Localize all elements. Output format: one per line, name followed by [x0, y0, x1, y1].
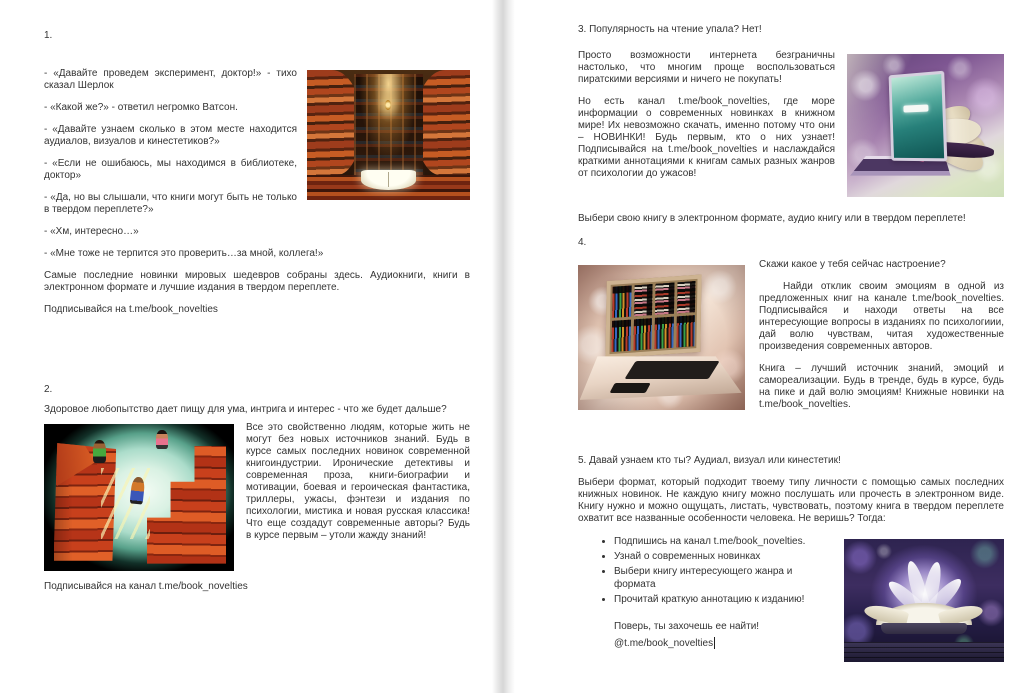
paragraph: Выбери формат, который подходит твоему типу личности с помощью самых последних книжных новинок. Не каждую книгу можно послушать или прочесть в электронном виде. Книгу нужно и можно ощущать, листать, чувствовать, поэтому книга в твердом переплете охватит все названные особенности человека. Не веришь? Тогда: — [578, 477, 1004, 524]
paragraph: Просто возможности интернета безграничны настолько, что многим проще воспользоваться пиратскими версиями и ничего не покупать! — [578, 50, 835, 85]
cartoon-kid — [156, 430, 168, 449]
decor — [633, 318, 652, 350]
decor — [147, 436, 227, 564]
decor — [655, 317, 674, 349]
page-2[interactable] — [515, 0, 1024, 693]
dialogue-line: - «Хм, интересно…» — [44, 226, 139, 237]
paragraph: Книга – лучший источник знаний, эмоций и самореализации. Будь в тренде, будь в курсе, будь на пике и дай волю эмоциям! Книжные новинки на t.me/book_novelties. — [759, 363, 1004, 410]
laptop-book-image[interactable] — [847, 54, 1004, 197]
paragraph: Найди отклик своим эмоциям в одной из предложенных книг на канале t.me/book_novelties. Подписывайся и находи ответы на все интересующие вопросы в изданиях по психологиии, дай волю чувствам, читая художественные произведения современных авторов. — [759, 281, 1004, 352]
bullet-item: • Прочитай краткую аннотацию к изданию! — [614, 593, 1004, 606]
paragraph: Но есть канал t.me/book_novelties, где море информации о современных новинках в книжном мире! Их невозможно скачать, именно потому что они – НОВИНКИ! Будь первым, кто о них узнает! Подписывайся на t.me/book_novelties и наслаждайся краткими аннотациями к книгам самых разных жанров от психологии до ужасов! — [578, 96, 835, 179]
decor — [876, 603, 972, 625]
paragraph: Самые последние новинки мировых шедевров собраны здесь. Аудиокниги, книги в электронном формате и лучшие издания в твердом переплете. — [44, 270, 470, 293]
dialogue-line: - «Если не ошибаюсь, мы находимся в библиотеке, доктор» — [44, 158, 297, 181]
dialogue-line: - «Какой же?» - ответил негромко Ватсон. — [44, 102, 238, 113]
cartoon-kid — [93, 440, 106, 463]
section-2 — [44, 384, 470, 593]
channel-link-text: @t.me/book_novelties — [614, 638, 714, 649]
paragraph: Здоровое любопытство дает пищу для ума, интрига и интерес - что же будет дальше? — [44, 404, 447, 415]
paragraph: Скажи какое у тебя сейчас настроение? — [759, 259, 946, 270]
magic-book-image[interactable] — [844, 539, 1004, 662]
dialogue-line: - «Давайте проведем эксперимент, доктор!» - тихо сказал Шерлок — [44, 68, 297, 91]
decor — [888, 70, 947, 160]
section-number: 4. — [578, 237, 587, 248]
decor — [677, 281, 696, 313]
page-1[interactable] — [0, 0, 492, 693]
section-5 — [578, 455, 1004, 662]
section-4 — [578, 237, 1004, 421]
decor — [612, 320, 631, 352]
bullet-item: • Узнай о современных новинках — [614, 550, 1004, 563]
paragraph: Все это свойственно людям, которые жить не могут без новых источников знаний. Будь в курсе самых последних новинок современной книгоиндустрии. Иронические детективы и современная проза, книги-биографии и мотивации, боевая и героическая фантастика, триллеры, ужасы, фэнтези и издания по психологии, мистика и новая русская классика! Что еще создадут современные авторы? Будь в курсе первым – утоли жажду знаний! — [246, 422, 470, 541]
decor — [676, 315, 695, 347]
decor — [606, 275, 702, 359]
decor — [354, 74, 422, 175]
library-books-image[interactable] — [307, 70, 470, 200]
channel-link-text: Подписывайся на t.me/book_novelties — [44, 304, 218, 315]
section-1 — [44, 30, 470, 326]
section-heading: 5. Давай узнаем кто ты? Аудиал, визуал или кинестетик! — [578, 455, 841, 466]
decor — [655, 283, 674, 315]
decor — [613, 286, 632, 318]
decor — [415, 70, 470, 175]
section-heading: 3. Популярность на чтение упала? Нет! — [578, 24, 762, 35]
decor — [101, 468, 150, 539]
section-number: 1. — [44, 30, 53, 41]
open-book-decor — [361, 170, 416, 190]
book-stairs-cartoon-image[interactable] — [44, 424, 234, 571]
laptop-bookshelf-image[interactable] — [578, 265, 745, 410]
section-3 — [578, 24, 1004, 225]
decor — [844, 642, 1004, 662]
channel-link-text: Подписывайся на канал t.me/book_novelties — [44, 581, 248, 592]
decor — [634, 284, 653, 316]
text-cursor — [714, 637, 715, 649]
decor — [580, 356, 742, 400]
bullet-item: • Подпишись на канал t.me/book_novelties. — [614, 535, 1004, 548]
page-gap — [492, 0, 515, 693]
dialogue-line: - «Да, но вы слышали, что книги могут быть не только в твердом переплете?» — [44, 192, 297, 215]
dialogue-line: - «Давайте узнаем сколько в этом месте находится аудиалов, визуалов и кинестетиков?» — [44, 124, 297, 147]
paragraph: Выбери свою книгу в электронном формате, аудио книгу или в твердом переплете! — [578, 213, 966, 224]
section-number: 2. — [44, 384, 53, 395]
decor — [881, 623, 967, 634]
paragraph: Поверь, ты захочешь ее найти! — [614, 621, 760, 632]
dialogue-line: - «Мне тоже не терпится это проверить…за мной, коллега!» — [44, 248, 324, 259]
bullet-item: • Выбери книгу интересующего жанра и формата — [614, 565, 1004, 591]
